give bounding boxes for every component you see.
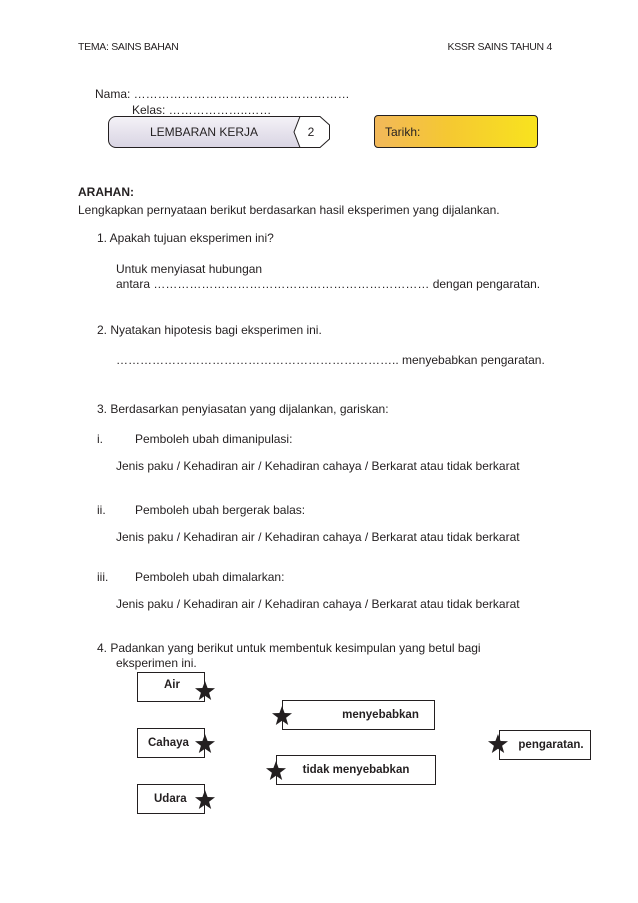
match-box-pengaratan[interactable] [499,730,591,760]
match-label: Cahaya [148,737,189,749]
q3-item-num: i. [97,432,103,446]
match-label: Air [164,679,180,691]
q3-item-label: Pemboleh ubah dimalarkan: [135,570,285,584]
nama-field[interactable]: Nama: ……………………………………………… [95,87,350,101]
q2-answer-line[interactable]: …………………………………………………………….. menyebabkan pengaratan. [116,353,545,367]
banner-title: LEMBARAN KERJA [149,125,259,139]
q1-line1: Untuk menyiasat hubungan [116,262,263,276]
q3-item-label: Pemboleh ubah dimanipulasi: [135,432,293,446]
instruction-text: Lengkapkan pernyataan berikut berdasarkan hasil eksperimen yang dijalankan. [78,203,500,217]
match-box-menyebabkan[interactable] [282,700,435,730]
q3-item-label: Pemboleh ubah bergerak balas: [135,503,306,517]
kelas-field[interactable]: Kelas: ………………..…… [132,103,272,117]
worksheet-number: 2 [307,125,315,139]
header-subject: KSSR SAINS TAHUN 4 [447,41,552,53]
q4-question-cont: eksperimen ini. [116,656,197,670]
match-label: tidak menyebabkan [302,764,410,776]
match-box-tidak-menyebabkan[interactable] [276,755,436,785]
tarikh-label: Tarikh: [385,124,421,139]
match-label: menyebabkan [342,709,419,721]
match-label: Udara [154,793,187,805]
star-icon[interactable] [265,760,287,782]
q3-item-options[interactable]: Jenis paku / Kehadiran air / Kehadiran cahaya / Berkarat atau tidak berkarat [116,597,520,611]
star-icon[interactable] [194,680,216,702]
q1-question: 1. Apakah tujuan eksperimen ini? [97,231,274,245]
header-theme: TEMA: SAINS BAHAN [78,41,179,53]
instruction-title: ARAHAN: [78,185,134,199]
q3-item-options[interactable]: Jenis paku / Kehadiran air / Kehadiran cahaya / Berkarat atau tidak berkarat [116,530,520,544]
q3-item-options[interactable]: Jenis paku / Kehadiran air / Kehadiran cahaya / Berkarat atau tidak berkarat [116,459,520,473]
q2-question: 2. Nyatakan hipotesis bagi eksperimen ini. [97,323,322,337]
star-icon[interactable] [271,705,293,727]
q3-item-num: ii. [97,503,106,517]
q1-answer-line[interactable]: antara …………………………………………………………… dengan pengaratan. [116,277,541,291]
q3-question: 3. Berdasarkan penyiasatan yang dijalankan, gariskan: [97,402,389,416]
star-icon[interactable] [194,789,216,811]
q3-item-num: iii. [97,570,109,584]
match-label: pengaratan. [518,739,584,751]
tarikh-field[interactable] [374,115,538,148]
star-icon[interactable] [194,733,216,755]
star-icon[interactable] [487,733,509,755]
q4-question: 4. Padankan yang berikut untuk membentuk kesimpulan yang betul bagi [97,641,481,655]
